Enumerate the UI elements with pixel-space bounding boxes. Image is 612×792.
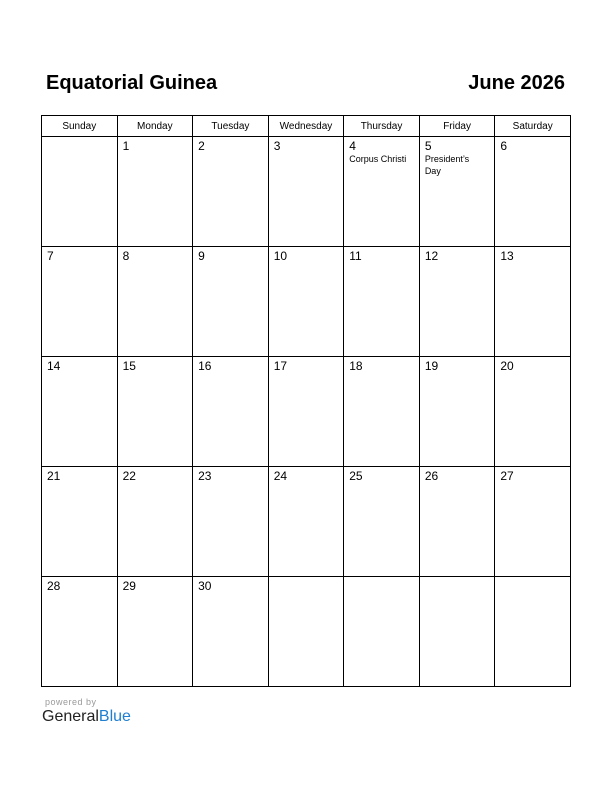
day-cell (419, 357, 495, 467)
day-cell (42, 467, 118, 577)
weekday-header-row (42, 116, 571, 137)
weekday-wednesday: Wednesday (268, 116, 344, 137)
day-cell (495, 357, 571, 467)
day-number: 6 (500, 139, 508, 153)
day-number: 1 (122, 139, 130, 153)
day-number: 10 (273, 249, 288, 263)
day-cell (268, 247, 344, 357)
day-number: 14 (47, 359, 61, 373)
day-number: 30 (198, 579, 212, 593)
day-number: 27 (500, 469, 514, 483)
day-number: 8 (122, 249, 130, 263)
weekday-thursday: Thursday (344, 116, 420, 137)
day-number: 15 (122, 359, 136, 373)
day-number: 19 (424, 359, 439, 373)
day-number: 24 (273, 469, 288, 483)
week-row (42, 577, 571, 687)
brand-general-text: General (42, 708, 99, 725)
powered-by-label: powered by (45, 697, 97, 707)
day-cell (193, 467, 269, 577)
day-cell (495, 467, 571, 577)
day-number: 13 (500, 249, 514, 263)
day-cell (495, 577, 571, 687)
month-title: June 2026 (468, 72, 565, 94)
day-cell (419, 467, 495, 577)
generalblue-logo (42, 708, 131, 726)
day-number: 2 (198, 139, 205, 153)
day-number: 22 (122, 469, 136, 483)
day-cell (117, 247, 193, 357)
day-number: 25 (349, 469, 363, 483)
day-cell (344, 137, 420, 247)
day-cell (193, 577, 269, 687)
day-cell (344, 467, 420, 577)
weekday-sunday: Sunday (42, 116, 118, 137)
day-number: 9 (198, 249, 205, 263)
day-cell (268, 467, 344, 577)
week-row (42, 137, 571, 247)
day-number: 20 (500, 359, 514, 373)
day-cell (268, 577, 344, 687)
day-cell (344, 247, 420, 357)
day-number: 21 (47, 469, 61, 483)
weekday-friday: Friday (419, 116, 495, 137)
calendar-grid (41, 115, 571, 687)
day-number: 11 (349, 249, 362, 263)
week-row (42, 467, 571, 577)
day-cell (419, 247, 495, 357)
day-number: 17 (273, 359, 288, 373)
day-cell (42, 247, 118, 357)
weekday-monday: Monday (117, 116, 193, 137)
day-number: 12 (424, 249, 439, 263)
day-cell (117, 137, 193, 247)
day-cell (268, 137, 344, 247)
day-cell (42, 137, 118, 247)
day-cell (193, 357, 269, 467)
country-title: Equatorial Guinea (46, 72, 218, 94)
day-cell (344, 577, 420, 687)
day-cell (495, 137, 571, 247)
day-cell (495, 247, 571, 357)
day-number: 28 (47, 579, 61, 593)
day-number: 23 (198, 469, 212, 483)
day-cell (193, 137, 269, 247)
day-cell (42, 357, 118, 467)
day-cell (117, 577, 193, 687)
holiday-label: President’s Day (424, 154, 470, 176)
weekday-tuesday: Tuesday (193, 116, 269, 137)
holiday-label: Corpus Christi (349, 154, 407, 164)
week-row (42, 357, 571, 467)
day-cell (117, 357, 193, 467)
day-number: 3 (273, 139, 281, 153)
day-cell (419, 137, 495, 247)
day-cell (42, 577, 118, 687)
day-number: 18 (349, 359, 363, 373)
brand-blue-text: Blue (98, 708, 131, 725)
day-number: 16 (198, 359, 212, 373)
day-cell (117, 467, 193, 577)
day-number: 7 (47, 249, 54, 263)
day-number: 5 (424, 139, 432, 153)
day-number: 4 (349, 139, 356, 153)
weekday-saturday: Saturday (495, 116, 571, 137)
day-number: 29 (122, 579, 136, 593)
day-cell (419, 577, 495, 687)
day-cell (268, 357, 344, 467)
day-cell (193, 247, 269, 357)
day-cell (344, 357, 420, 467)
day-number: 26 (424, 469, 439, 483)
week-row (42, 247, 571, 357)
